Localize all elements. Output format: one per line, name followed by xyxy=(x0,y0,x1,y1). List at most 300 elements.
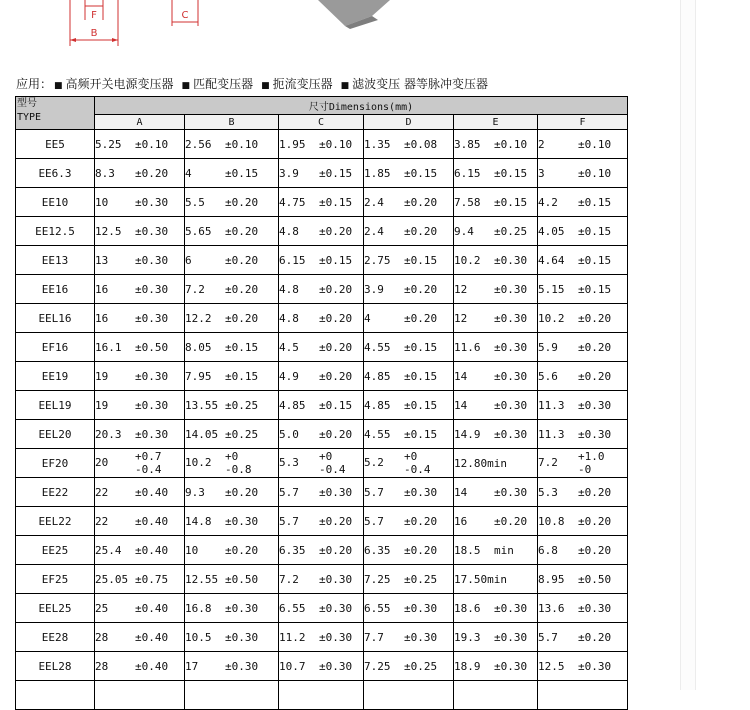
model-cell: EEL25 xyxy=(16,594,95,623)
dimension-cell xyxy=(538,275,628,304)
dimension-tolerance: ±0.15 xyxy=(494,195,528,209)
dimension-tolerance: ±0.15 xyxy=(404,340,438,354)
dimension-cell xyxy=(364,333,454,362)
dimension-cell xyxy=(185,681,279,710)
dimension-value: 16 xyxy=(95,311,109,325)
dimension-tolerance: ±0.30 xyxy=(494,253,528,267)
model-column-header xyxy=(16,97,95,130)
dimension-value: 4.05 xyxy=(538,224,565,238)
dimension-value: 5.7 xyxy=(279,485,299,499)
dimension-cell xyxy=(454,333,538,362)
dimension-value: 8.05 xyxy=(185,340,212,354)
dimension-cell xyxy=(538,362,628,391)
dimension-value: 6.15 xyxy=(279,253,306,267)
dimensions-title: 尺寸Dimensions(mm) xyxy=(95,97,628,115)
dimension-cell xyxy=(538,652,628,681)
dimension-value: 10.8 xyxy=(538,514,565,528)
column-header-b: B xyxy=(185,115,279,130)
model-cell: EE12.5 xyxy=(16,217,95,246)
dimension-cell xyxy=(454,304,538,333)
dimension-value: 2.75 xyxy=(364,253,391,267)
dimension-tolerance: ±0.20 xyxy=(319,427,353,441)
dimension-tolerance: ±0.20 xyxy=(404,282,438,296)
dimension-value: 11.3 xyxy=(538,427,565,441)
application-item: 扼流变压器 xyxy=(272,77,333,91)
dimension-cell xyxy=(279,594,364,623)
dimension-cell xyxy=(454,449,538,478)
dimension-tolerance: ±0.75 xyxy=(135,572,169,586)
dimension-value: 4.64 xyxy=(538,253,565,267)
dimension-value: 16 xyxy=(95,282,109,296)
dimension-cell xyxy=(454,391,538,420)
dimension-cell xyxy=(538,507,628,536)
dimension-value: 5.5 xyxy=(185,195,205,209)
dimension-value: 6.35 xyxy=(279,543,306,557)
dimension-cell xyxy=(454,217,538,246)
dimension-tolerance: ±0.40 xyxy=(135,514,169,528)
dimension-tolerance: ±0.20 xyxy=(319,311,353,325)
dimension-value: 5.15 xyxy=(538,282,565,296)
model-header-en: TYPE xyxy=(17,112,42,123)
model-cell: EEL28 xyxy=(16,652,95,681)
dimension-value: 7.25 xyxy=(364,659,391,673)
dimension-tolerance: ±0.10 xyxy=(319,137,353,151)
dimension-value: 5.7 xyxy=(364,485,384,499)
dimension-cell xyxy=(454,159,538,188)
dimension-value: 5.0 xyxy=(279,427,299,441)
dimension-tolerance: +0 -0.8 xyxy=(225,450,252,476)
bullet-icon: ■ xyxy=(261,81,270,91)
dimension-cell xyxy=(279,391,364,420)
bullet-icon: ■ xyxy=(54,81,63,91)
dimension-tolerance: ±0.25 xyxy=(404,659,438,673)
dimension-value: 22 xyxy=(95,485,109,499)
dimension-tolerance: ±0.15 xyxy=(404,427,438,441)
dimension-value: 7.2 xyxy=(185,282,205,296)
dimension-tolerance: ±0.30 xyxy=(494,485,528,499)
dimension-tolerance: ±0.30 xyxy=(319,659,353,673)
dimension-cell xyxy=(538,478,628,507)
dimension-tolerance: ±0.20 xyxy=(319,340,353,354)
dimension-value: 5.7 xyxy=(538,630,558,644)
dimension-cell xyxy=(279,420,364,449)
dimension-cell xyxy=(454,275,538,304)
dimension-value: 9.3 xyxy=(185,485,205,499)
dimension-cell xyxy=(364,304,454,333)
dimension-tolerance: ±0.30 xyxy=(225,514,259,528)
table-row xyxy=(16,594,628,623)
dimension-tolerance: ±0.20 xyxy=(578,311,612,325)
dimension-tolerance: ±0.15 xyxy=(404,253,438,267)
dimension-tolerance: ±0.30 xyxy=(494,630,528,644)
dimension-cell xyxy=(185,217,279,246)
dimension-cell xyxy=(185,536,279,565)
dimension-cell xyxy=(538,217,628,246)
dimension-tolerance: ±0.30 xyxy=(494,340,528,354)
dimension-tolerance: ±0.20 xyxy=(404,195,438,209)
dimension-value: 1.35 xyxy=(364,137,391,151)
dimension-cell xyxy=(454,362,538,391)
dimension-tolerance: ±0.20 xyxy=(404,514,438,528)
table-row xyxy=(16,507,628,536)
dimension-tolerance: +0.7 -0.4 xyxy=(135,450,162,476)
applications-prefix: 应用： xyxy=(16,77,53,91)
dimension-cell xyxy=(454,420,538,449)
dimension-tolerance: ±0.10 xyxy=(225,137,259,151)
table-row xyxy=(16,623,628,652)
dimension-value: 10.2 xyxy=(185,456,212,469)
dimension-cell xyxy=(364,565,454,594)
dimension-value: 9.4 xyxy=(454,224,474,238)
model-cell: EF20 xyxy=(16,449,95,478)
dimension-tolerance: ±0.40 xyxy=(135,659,169,673)
table-row xyxy=(16,420,628,449)
dimension-tolerance: ±0.15 xyxy=(578,282,612,296)
application-item: 高频开关电源变压器 xyxy=(65,77,174,91)
dimension-value: 6.55 xyxy=(279,601,306,615)
dimension-tolerance: ±0.20 xyxy=(494,514,528,528)
table-row xyxy=(16,304,628,333)
dimension-tolerance: ±0.20 xyxy=(225,311,259,325)
bullet-icon: ■ xyxy=(340,81,350,91)
dimension-tolerance: ±0.40 xyxy=(135,543,169,557)
dimension-value: 4.9 xyxy=(279,369,299,383)
model-cell: EE22 xyxy=(16,478,95,507)
dimension-value: 2.56 xyxy=(185,137,212,151)
model-cell: EE10 xyxy=(16,188,95,217)
dimension-value: 10 xyxy=(95,195,109,209)
dimension-value: 4.55 xyxy=(364,427,391,441)
dimension-tolerance: ±0.20 xyxy=(225,224,259,238)
dimension-tolerance: ±0.40 xyxy=(135,485,169,499)
dimension-value: 11.3 xyxy=(538,398,565,412)
core-dimension-diagram xyxy=(0,0,680,60)
table-row xyxy=(16,652,628,681)
dimension-tolerance: ±0.30 xyxy=(494,398,528,412)
dimension-tolerance: ±0.20 xyxy=(319,514,353,528)
dimension-cell xyxy=(454,623,538,652)
dimension-value: 6.55 xyxy=(364,601,391,615)
dimension-cell xyxy=(185,188,279,217)
dimension-tolerance: ±0.20 xyxy=(225,485,259,499)
dimension-value: 14.9 xyxy=(454,427,481,441)
dimension-tolerance: ±0.20 xyxy=(578,485,612,499)
dimension-cell xyxy=(185,420,279,449)
dimension-cell xyxy=(95,362,185,391)
dimension-value: 14 xyxy=(454,369,468,383)
dimension-value: 18.9 xyxy=(454,659,481,673)
dimension-value: 3 xyxy=(538,166,545,180)
dimension-cell xyxy=(95,623,185,652)
model-cell: EF25 xyxy=(16,565,95,594)
dimension-cell xyxy=(538,130,628,159)
dimension-cell xyxy=(538,333,628,362)
dimension-tolerance: ±0.20 xyxy=(404,311,438,325)
dimension-cell xyxy=(454,652,538,681)
dimension-value: 4.8 xyxy=(279,224,299,238)
dimension-cell xyxy=(95,391,185,420)
dimension-value: 17.50min xyxy=(454,572,507,586)
dimension-cell xyxy=(95,246,185,275)
dimension-value: 16 xyxy=(454,514,468,528)
dimension-tolerance: ±0.30 xyxy=(319,485,353,499)
dimension-cell xyxy=(185,362,279,391)
dimension-tolerance: ±0.30 xyxy=(494,601,528,615)
dimension-cell xyxy=(364,478,454,507)
model-cell: EE19 xyxy=(16,362,95,391)
table-row xyxy=(16,217,628,246)
dimension-cell xyxy=(185,594,279,623)
dimension-tolerance: ±0.40 xyxy=(135,630,169,644)
dimension-value: 19.3 xyxy=(454,630,481,644)
dimension-value: 12.55 xyxy=(185,572,219,586)
dimension-tolerance: ±0.30 xyxy=(494,369,528,383)
dimension-cell xyxy=(279,449,364,478)
dimension-tolerance: ±0.20 xyxy=(578,630,612,644)
dimension-cell xyxy=(95,217,185,246)
dimension-cell xyxy=(538,449,628,478)
table-row xyxy=(16,362,628,391)
dimension-cell xyxy=(185,246,279,275)
dimension-tolerance: ±0.30 xyxy=(319,572,353,586)
dimension-value: 12.80min xyxy=(454,456,507,470)
table-row xyxy=(16,246,628,275)
dimension-value: 25.4 xyxy=(95,543,122,557)
dimension-cell xyxy=(364,130,454,159)
dimension-tolerance: ±0.30 xyxy=(494,311,528,325)
dimension-tolerance: +0 -0.4 xyxy=(404,450,431,476)
dimension-value: 13 xyxy=(95,253,109,267)
dimension-value: 5.3 xyxy=(538,485,558,499)
dimension-value: 12 xyxy=(454,311,468,325)
dimension-tolerance: ±0.30 xyxy=(135,282,169,296)
dimension-tolerance: ±0.30 xyxy=(135,195,169,209)
dimension-tolerance: ±0.20 xyxy=(135,166,169,180)
dimension-value: 7.58 xyxy=(454,195,481,209)
dimension-cell xyxy=(454,246,538,275)
column-header-a: A xyxy=(95,115,185,130)
dimension-tolerance: ±0.30 xyxy=(135,398,169,412)
dimension-value: 14.8 xyxy=(185,514,212,528)
dimension-cell xyxy=(95,565,185,594)
dimension-value: 20 xyxy=(95,456,109,469)
dimension-value: 18.5 xyxy=(454,543,481,557)
dimension-value: 5.6 xyxy=(538,369,558,383)
dimension-value: 16.8 xyxy=(185,601,212,615)
dimension-tolerance: ±0.30 xyxy=(225,601,259,615)
column-header-e: E xyxy=(454,115,538,130)
dimension-value: 6.15 xyxy=(454,166,481,180)
dimension-value: 17 xyxy=(185,659,199,673)
dimension-value: 5.3 xyxy=(279,456,299,469)
dimension-cell xyxy=(364,449,454,478)
dimension-tolerance: ±0.30 xyxy=(578,427,612,441)
dimension-tolerance: min xyxy=(494,543,514,557)
dimension-cell xyxy=(364,594,454,623)
model-cell: EE25 xyxy=(16,536,95,565)
dimension-cell xyxy=(279,304,364,333)
dimension-value: 28 xyxy=(95,659,109,673)
dimension-cell xyxy=(279,565,364,594)
dimension-cell xyxy=(538,565,628,594)
dimension-cell xyxy=(279,478,364,507)
dimension-cell xyxy=(185,130,279,159)
dimension-cell xyxy=(454,681,538,710)
dimension-tolerance: ±0.20 xyxy=(319,224,353,238)
dimension-tolerance: ±0.25 xyxy=(494,224,528,238)
dimension-cell xyxy=(538,681,628,710)
dimension-tolerance: ±0.15 xyxy=(225,369,259,383)
dimension-cell xyxy=(364,188,454,217)
dimension-value: 5.65 xyxy=(185,224,212,238)
dimension-tolerance: ±0.10 xyxy=(494,137,528,151)
dimension-value: 7.25 xyxy=(364,572,391,586)
dimension-value: 19 xyxy=(95,369,109,383)
table-row xyxy=(16,536,628,565)
dimension-cell xyxy=(185,275,279,304)
dimension-tolerance: ±0.30 xyxy=(404,601,438,615)
dimension-value: 11.2 xyxy=(279,630,306,644)
model-header-cn: 型号 xyxy=(17,98,37,109)
dimension-cell xyxy=(364,420,454,449)
dimension-tolerance: ±0.25 xyxy=(404,572,438,586)
dimension-value: 3.85 xyxy=(454,137,481,151)
dimension-cell xyxy=(364,536,454,565)
application-item: 滤波变压 器等脉冲变压器 xyxy=(352,77,488,91)
dimension-cell xyxy=(364,217,454,246)
dimension-tolerance: ±0.30 xyxy=(494,427,528,441)
dimension-value: 1.95 xyxy=(279,137,306,151)
dimension-value: 12.5 xyxy=(538,659,565,673)
dimension-cell xyxy=(538,188,628,217)
dimension-value: 7.2 xyxy=(279,572,299,586)
dimension-cell xyxy=(279,275,364,304)
dimension-value: 13.55 xyxy=(185,398,219,412)
dimension-cell xyxy=(538,420,628,449)
dimension-cell xyxy=(279,333,364,362)
model-cell: EE6.3 xyxy=(16,159,95,188)
dimension-value: 12.5 xyxy=(95,224,122,238)
dimension-tolerance: ±0.20 xyxy=(578,340,612,354)
dimension-value: 6.8 xyxy=(538,543,558,557)
dimension-value: 10.7 xyxy=(279,659,306,673)
dimension-cell xyxy=(95,159,185,188)
model-cell: EEL16 xyxy=(16,304,95,333)
table-row xyxy=(16,449,628,478)
dimension-tolerance: ±0.20 xyxy=(578,514,612,528)
dimension-value: 4.75 xyxy=(279,195,306,209)
dimension-cell xyxy=(185,449,279,478)
dimension-value: 2.4 xyxy=(364,224,384,238)
dimension-value: 25 xyxy=(95,601,109,615)
dimension-tolerance: ±0.30 xyxy=(225,659,259,673)
dimension-cell xyxy=(95,536,185,565)
dimension-value: 4.85 xyxy=(364,369,391,383)
dimension-tolerance: ±0.30 xyxy=(404,630,438,644)
dimension-value: 8.95 xyxy=(538,572,565,586)
dimension-cell xyxy=(538,391,628,420)
table-row xyxy=(16,333,628,362)
dimension-value: 3.9 xyxy=(279,166,299,180)
dimension-value: 14.05 xyxy=(185,427,219,441)
dimension-cell xyxy=(364,681,454,710)
dimension-tolerance: ±0.15 xyxy=(578,195,612,209)
dimension-tolerance: ±0.20 xyxy=(578,543,612,557)
dimension-tolerance: ±0.30 xyxy=(494,659,528,673)
dimension-cell xyxy=(95,188,185,217)
dimension-cell xyxy=(95,449,185,478)
dimension-cell xyxy=(454,478,538,507)
model-cell xyxy=(16,681,95,710)
dim-label-c: C xyxy=(181,10,189,21)
dimension-cell xyxy=(279,188,364,217)
applications-line xyxy=(16,75,488,92)
dimension-tolerance: ±0.30 xyxy=(319,601,353,615)
column-header-c: C xyxy=(279,115,364,130)
dimension-tolerance: ±0.08 xyxy=(404,137,438,151)
dimension-value: 14 xyxy=(454,485,468,499)
dimension-cell xyxy=(185,478,279,507)
dimension-tolerance: ±0.20 xyxy=(404,543,438,557)
dimension-tolerance: ±0.30 xyxy=(319,630,353,644)
dimension-cell xyxy=(95,275,185,304)
dimension-value: 6 xyxy=(185,253,192,267)
dimension-cell xyxy=(279,246,364,275)
dimension-value: 5.2 xyxy=(364,456,384,469)
table-row xyxy=(16,478,628,507)
dimension-tolerance: ±0.50 xyxy=(578,572,612,586)
dimension-value: 2 xyxy=(538,137,545,151)
dimension-cell xyxy=(185,304,279,333)
column-header-f: F xyxy=(538,115,628,130)
dimension-cell xyxy=(364,507,454,536)
dimension-cell xyxy=(364,391,454,420)
dimension-tolerance: ±0.25 xyxy=(225,427,259,441)
dimension-tolerance: ±0.20 xyxy=(319,282,353,296)
dimension-cell xyxy=(95,130,185,159)
dimension-value: 4 xyxy=(364,311,371,325)
dimension-tolerance: ±0.10 xyxy=(578,137,612,151)
dimension-value: 10 xyxy=(185,543,199,557)
dimension-tolerance: +1.0 -0 xyxy=(578,450,605,476)
dimension-value: 11.6 xyxy=(454,340,481,354)
dimension-cell xyxy=(279,536,364,565)
bullet-icon: ■ xyxy=(181,81,191,91)
dimension-value: 10.2 xyxy=(454,253,481,267)
model-cell: EE28 xyxy=(16,623,95,652)
dimension-value: 4.85 xyxy=(279,398,306,412)
table-row xyxy=(16,130,628,159)
dimension-cell xyxy=(279,507,364,536)
dimension-value: 4.55 xyxy=(364,340,391,354)
dimension-cell xyxy=(454,536,538,565)
dimension-cell xyxy=(185,623,279,652)
dimension-cell xyxy=(185,391,279,420)
page-scroll-edge xyxy=(680,0,696,690)
dimension-value: 25.05 xyxy=(95,572,129,586)
dim-label-b: B xyxy=(90,28,98,39)
dimension-tolerance: ±0.15 xyxy=(404,166,438,180)
table-row xyxy=(16,188,628,217)
dimension-tolerance: ±0.30 xyxy=(578,659,612,673)
dimension-value: 20.3 xyxy=(95,427,122,441)
dimension-value: 4.2 xyxy=(538,195,558,209)
table-row xyxy=(16,275,628,304)
dimension-cell xyxy=(279,623,364,652)
dimension-value: 3.9 xyxy=(364,282,384,296)
dimension-cell xyxy=(95,681,185,710)
dimension-cell xyxy=(95,507,185,536)
